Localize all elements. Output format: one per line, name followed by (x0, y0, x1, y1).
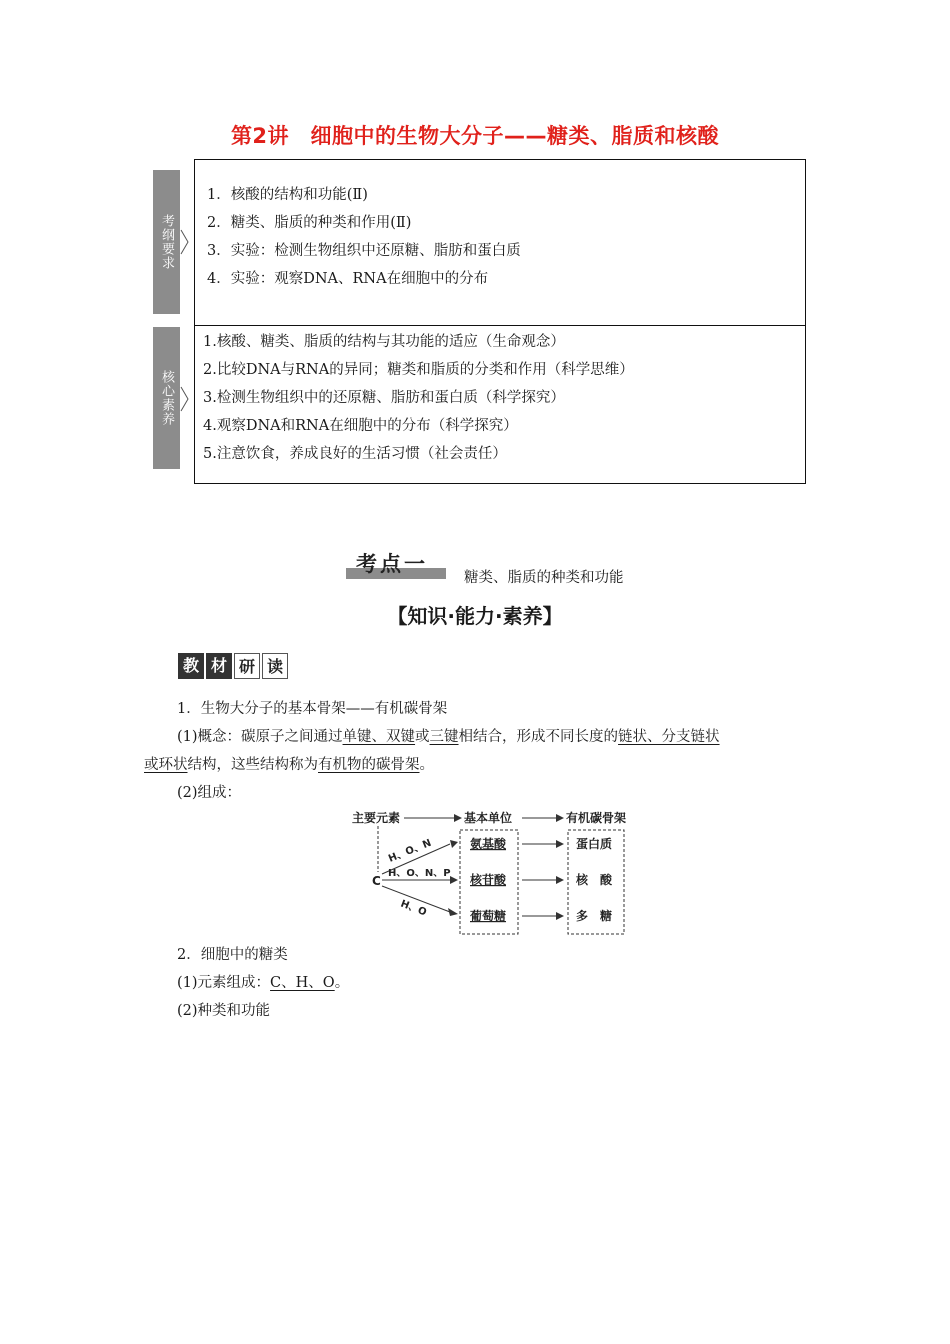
textbook-reading-badge (178, 653, 290, 679)
paragraph-line: (2)组成： (177, 785, 242, 801)
requirement-item: 4．实验：观察DNA、RNA在细胞中的分布 (207, 271, 489, 287)
text: 结构，这些结构称为 (187, 757, 318, 773)
underlined-answer: C、H、O (270, 975, 335, 991)
text: (1)概念：碳原子之间通过 (177, 729, 343, 745)
underlined-answer: 三键 (429, 729, 459, 745)
core-box (194, 325, 806, 484)
branch-label: H、O、N (387, 837, 434, 865)
chevron-right-icon (180, 386, 190, 412)
section-banner: 【知识·能力·素养】 (387, 604, 563, 628)
macromolecule-label: 核 酸 (576, 873, 613, 887)
paragraph-heading: 1．生物大分子的基本骨架——有机碳骨架 (177, 701, 448, 717)
diagram-header: 主要元素 (352, 811, 401, 825)
diagram-header: 基本单位 (464, 811, 513, 825)
badge-char: 研 (234, 653, 260, 679)
core-item: 2.比较DNA与RNA的异同；糖类和脂质的分类和作用（科学思维） (203, 362, 634, 378)
carbon-label: C (372, 874, 381, 888)
text: 。 (419, 757, 434, 773)
unit-label: 核苷酸 (470, 873, 507, 887)
underlined-answer: 单键、双键 (342, 729, 416, 745)
text: 相结合，形成不同长度的 (458, 729, 619, 745)
paragraph-heading: 2．细胞中的糖类 (177, 947, 288, 963)
carbon-skeleton-diagram (350, 808, 640, 938)
text: 或 (415, 729, 430, 745)
core-item: 5.注意饮食，养成良好的生活习惯（社会责任） (203, 446, 507, 462)
text: 。 (334, 975, 350, 991)
requirement-item: 2．糖类、脂质的种类和作用(Ⅱ) (207, 215, 412, 231)
underlined-answer: 或环状 (144, 757, 188, 773)
branch-label: H、O、N、P (388, 868, 451, 879)
section-subtitle: 糖类、脂质的种类和功能 (464, 570, 624, 586)
section-title: 考点一 (356, 552, 428, 576)
page-title: 第2讲 细胞中的生物大分子——糖类、脂质和核酸 (230, 124, 720, 148)
badge-char: 教 (178, 653, 204, 679)
requirements-box (194, 159, 806, 326)
core-item: 1.核酸、糖类、脂质的结构与其功能的适应（生命观念） (203, 334, 565, 350)
diagram-header: 有机碳骨架 (566, 811, 627, 825)
requirement-item: 3．实验：检测生物组织中还原糖、脂肪和蛋白质 (207, 243, 521, 259)
requirement-item: 1．核酸的结构和功能(Ⅱ) (207, 187, 368, 203)
macromolecule-label: 多 糖 (576, 909, 613, 923)
paragraph-line (144, 751, 434, 779)
badge-char: 材 (206, 653, 232, 679)
branch-label: H、O (398, 898, 428, 919)
paragraph-line: (2)种类和功能 (177, 1003, 271, 1019)
chevron-right-icon (180, 229, 190, 255)
core-item: 4.观察DNA和RNA在细胞中的分布（科学探究） (203, 418, 518, 434)
paragraph-line (177, 723, 720, 751)
underlined-answer: 链状、分支链状 (618, 729, 720, 745)
badge-char: 读 (262, 653, 288, 679)
unit-label: 氨基酸 (470, 837, 507, 851)
requirements-tab: 考纲要求 (153, 170, 180, 314)
unit-label: 葡萄糖 (470, 909, 507, 923)
paragraph-line (177, 969, 349, 997)
core-item: 3.检测生物组织中的还原糖、脂肪和蛋白质（科学探究） (203, 390, 565, 406)
text: (1)元素组成： (177, 975, 271, 991)
macromolecule-label: 蛋白质 (576, 837, 613, 851)
underlined-answer: 有机物的碳骨架 (318, 757, 420, 773)
core-tab: 核心素养 (153, 327, 180, 469)
